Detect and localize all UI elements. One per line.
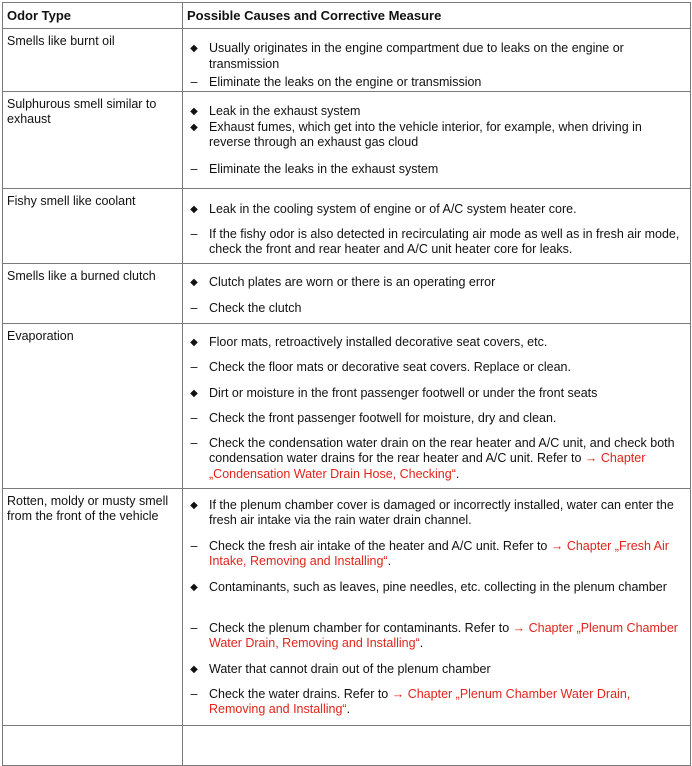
table-body: [3, 29, 691, 766]
corrective-measure-item: [183, 227, 690, 258]
item-text: Check the floor mats or decorative seat covers. Replace or clean.: [209, 359, 571, 374]
odor-type-cell: Smells like a burned clutch: [3, 263, 183, 323]
corrective-measure-item: [183, 436, 690, 483]
diamond-bullet-icon: ◆: [190, 387, 198, 399]
item-text: Exhaust fumes, which get into the vehicle interior, for example, when driving in reverse through an exhaust gas cloud: [209, 119, 642, 149]
table-row: [3, 188, 691, 263]
corrective-measure-item: [183, 301, 690, 317]
item-text-tail: .: [419, 636, 424, 650]
odor-type-cell: Evaporation: [3, 323, 183, 488]
chapter-link[interactable]: → Chapter „Plenum Chamber Water Drain, Removing and Installing“: [209, 620, 678, 650]
odor-type-cell: Fishy smell like coolant: [3, 188, 183, 263]
diamond-bullet-icon: ◆: [190, 499, 198, 511]
cause-item: [183, 104, 690, 120]
corrective-measure-item: [183, 687, 690, 718]
diamond-bullet-icon: ◆: [190, 663, 198, 675]
table-row: [3, 488, 691, 725]
header-odor-type: Odor Type: [3, 3, 183, 29]
header-causes: Possible Causes and Corrective Measure: [183, 3, 691, 29]
chapter-link[interactable]: → Chapter „Condensation Water Drain Hose, Checking“: [209, 451, 646, 481]
cause-item: [183, 498, 690, 529]
table-row: [3, 323, 691, 488]
cause-item: [183, 386, 690, 402]
item-text: Dirt or moisture in the front passenger footwell or under the front seats: [209, 385, 598, 400]
odor-type-cell: Sulphurous smell similar to exhaust: [3, 91, 183, 188]
item-text: Usually originates in the engine compartment due to leaks on the engine or transmission: [209, 41, 624, 71]
cause-item: [183, 202, 690, 218]
causes-cell: [183, 29, 691, 92]
dash-marker-icon: –: [190, 620, 198, 635]
corrective-measure-item: [183, 75, 690, 91]
odor-type-cell: Smells like burnt oil: [3, 29, 183, 92]
item-text: Floor mats, retroactively installed decorative seat covers, etc.: [209, 334, 548, 349]
item-text: If the plenum chamber cover is damaged or incorrectly installed, water can enter the fresh air intake via the rain water drain channel.: [209, 497, 674, 527]
diamond-bullet-icon: ◆: [190, 581, 198, 593]
causes-cell: [183, 725, 691, 765]
item-text: Check the fresh air intake of the heater and A/C unit. Refer to: [209, 538, 551, 553]
cause-item: [183, 335, 690, 351]
cause-item: [183, 580, 690, 596]
item-text: Eliminate the leaks on the engine or transmission: [209, 75, 482, 89]
diamond-bullet-icon: ◆: [190, 105, 198, 117]
diamond-bullet-icon: ◆: [190, 336, 198, 348]
corrective-measure-item: [183, 162, 690, 178]
item-text: Leak in the cooling system of engine or of A/C system heater core.: [209, 201, 577, 216]
corrective-measure-item: [183, 360, 690, 376]
diamond-bullet-icon: ◆: [190, 43, 198, 54]
item-text: Clutch plates are worn or there is an operating error: [209, 274, 496, 289]
dash-marker-icon: –: [190, 161, 198, 176]
cause-item: [183, 275, 690, 291]
causes-cell: [183, 188, 691, 263]
item-text: Contaminants, such as leaves, pine needles, etc. collecting in the plenum chamber: [209, 579, 667, 594]
item-text: Check the condensation water drain on the rear heater and A/C unit, and check both condensation water drains for the rear heater and A/C unit. Refer to: [209, 435, 675, 465]
diamond-bullet-icon: ◆: [190, 276, 198, 288]
header-row: [3, 3, 691, 29]
chapter-link[interactable]: → Chapter „Plenum Chamber Water Drain, Removing and Installing“: [209, 686, 631, 716]
odor-type-cell: [3, 725, 183, 765]
table-row: [3, 725, 691, 765]
cause-item: [183, 41, 690, 72]
causes-cell: [183, 323, 691, 488]
table-row: [3, 29, 691, 92]
chapter-link[interactable]: → Chapter „Fresh Air Intake, Removing and Installing“: [209, 538, 669, 568]
item-text: Check the front passenger footwell for moisture, dry and clean.: [209, 410, 557, 425]
corrective-measure-item: [183, 621, 690, 652]
dash-marker-icon: –: [190, 538, 198, 553]
item-text: Water that cannot drain out of the plenum chamber: [209, 661, 491, 676]
dash-marker-icon: –: [190, 359, 198, 374]
odor-table: [2, 2, 691, 766]
item-text-tail: .: [455, 466, 460, 481]
corrective-measure-item: [183, 411, 690, 427]
dash-marker-icon: –: [190, 410, 198, 425]
dash-marker-icon: –: [190, 435, 198, 450]
cause-item: [183, 662, 690, 678]
item-text: Check the clutch: [209, 300, 302, 315]
dash-marker-icon: –: [190, 226, 198, 241]
item-text: Check the water drains. Refer to: [209, 686, 392, 701]
table-row: [3, 91, 691, 188]
item-text: Check the plenum chamber for contaminants. Refer to: [209, 620, 513, 635]
item-text-tail: .: [387, 554, 392, 568]
cause-item: [183, 120, 690, 151]
odor-type-cell: Rotten, moldy or musty smell from the front of the vehicle: [3, 488, 183, 725]
corrective-measure-item: [183, 539, 690, 570]
dash-marker-icon: –: [190, 75, 198, 89]
table-row: [3, 263, 691, 323]
item-text-tail: .: [346, 702, 351, 716]
diamond-bullet-icon: ◆: [190, 121, 198, 133]
dash-marker-icon: –: [190, 300, 198, 315]
causes-cell: [183, 263, 691, 323]
causes-cell: [183, 91, 691, 188]
item-text: Eliminate the leaks in the exhaust system: [209, 161, 439, 176]
item-text: If the fishy odor is also detected in recirculating air mode as well as in fresh air mode, check the front and rear heater and A/C unit heater core for leaks.: [209, 226, 680, 256]
item-text: Leak in the exhaust system: [209, 103, 361, 118]
diamond-bullet-icon: ◆: [190, 203, 198, 215]
dash-marker-icon: –: [190, 686, 198, 701]
causes-cell: [183, 488, 691, 725]
